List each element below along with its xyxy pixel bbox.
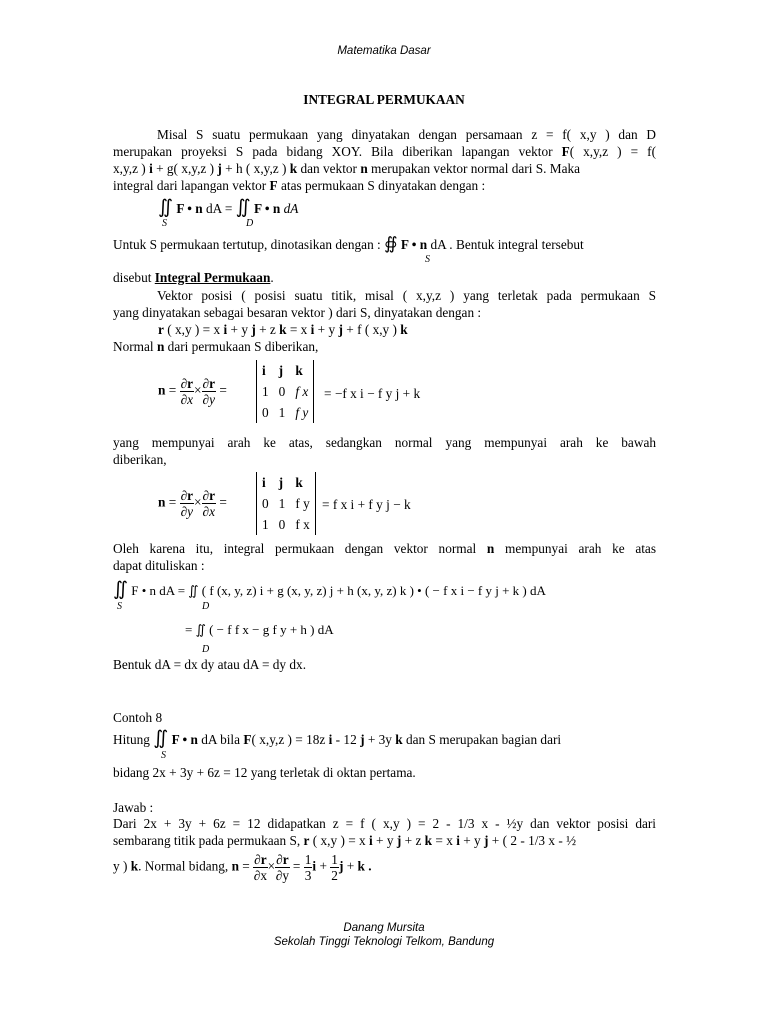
determinant-matrix: i j k 1 0 f x 0 1 f y	[256, 360, 314, 423]
paragraph-line: sembarang titik pada permukaan S, r ( x,y ) = x i + y j + z k = x i + y j + ( 2 - 1/3 x - ½	[113, 833, 577, 848]
integral-subscript: S	[425, 254, 430, 265]
term-integral-permukaan: Integral Permukaan	[154, 270, 271, 285]
integral-subscript: S	[162, 218, 167, 229]
paragraph-line: merupakan proyeksi S pada bidang XOY. Bila diberikan lapangan vektor F( x,y,z ) = f(	[113, 144, 657, 159]
downward-normal-cross-product: n = $\frac{\partial r}{\partial y}$ × $\frac{\partial r}{\partial x}$ =	[158, 488, 227, 519]
normal-cross-product: n = $\frac{\partial r}{\partial x}$ × $\frac{\partial r}{\partial y}$ =	[158, 376, 227, 407]
integral-subscript: D	[202, 644, 210, 655]
surface-integral-equation: ∬ F • n dA = ∬ F • n dA	[158, 197, 299, 218]
paragraph-line: Untuk S permukaan tertutup, dinotasikan dengan : ∯ F • n dA . Bentuk integral tersebut	[113, 234, 584, 253]
paragraph-line: Vektor posisi ( posisi suatu titik, misal ( x,y,z ) yang terletak pada permukaan S	[157, 288, 656, 303]
footer-institution: Sekolah Tinggi Teknologi Telkom, Bandung	[273, 936, 495, 948]
page-title: INTEGRAL PERMUKAAN	[303, 92, 465, 107]
paragraph-line: Normal n dari permukaan S diberikan,	[113, 339, 319, 354]
paragraph-line: diberikan,	[113, 452, 167, 467]
paragraph-line: dapat dituliskan :	[113, 558, 205, 573]
example-title: Contoh 8	[113, 710, 163, 725]
page-header: Matematika Dasar	[337, 45, 431, 57]
paragraph-line: yang mempunyai arah ke atas, sedangkan normal yang mempunyai arah ke bawah	[113, 435, 656, 450]
paragraph-line: disebut Integral Permukaan.	[113, 270, 274, 285]
surface-integral-simplified: = ∬ ( − f f x − g f y + h ) dA	[185, 622, 334, 637]
paragraph-line: yang dinyatakan sebagai besaran vektor ) dari S, dinyatakan dengan :	[113, 305, 482, 320]
paragraph-line: x,y,z ) i + g( x,y,z ) j + h ( x,y,z ) k dan vektor n merupakan vektor normal dari S. Maka	[113, 161, 581, 176]
integral-subscript: D	[246, 218, 254, 229]
integral-subscript: S	[161, 750, 166, 761]
integral-subscript: S	[117, 601, 122, 612]
position-vector-equation: r ( x,y ) = x i + y j + z k = x i + y j + f ( x,y ) k	[158, 322, 408, 337]
integral-subscript: D	[202, 601, 210, 612]
paragraph-line: bidang 2x + 3y + 6z = 12 yang terletak di oktan pertama.	[113, 765, 416, 780]
footer-author: Danang Mursita	[343, 922, 425, 934]
surface-integral-expansion: ∬ F • n dA = ∬ ( f (x, y, z) i + g (x, y, z) j + h (x, y, z) k ) • ( − f x i − f y j + k ) dA	[113, 579, 546, 600]
paragraph-line: Bentuk dA = dx dy atau dA = dy dx.	[113, 657, 307, 672]
answer-title: Jawab :	[113, 800, 154, 815]
determinant-matrix: i j k 0 1 f y 1 0 f x	[256, 472, 316, 535]
normal-result: = −f x i − f y j + k	[324, 386, 421, 401]
paragraph-line: Dari 2x + 3y + 6z = 12 didapatkan z = f ( x,y ) = 2 - 1/3 x - ½y dan vektor posisi dari	[113, 816, 656, 831]
normal-result: = f x i + f y j − k	[322, 497, 411, 512]
paragraph-line: Oleh karena itu, integral permukaan dengan vektor normal n mempunyai arah ke atas	[113, 541, 656, 556]
normal-plane-equation: y ) k. Normal bidang, n = $\frac{\partial r}{\partial x}$ × $\frac{\partial r}{\partial y}$ = $\frac{1}{3}$ i + $\frac{1}{2}$ j + k .	[113, 852, 372, 883]
paragraph-line: Misal S suatu permukaan yang dinyatakan dengan persamaan z = f( x,y ) dan D	[157, 127, 656, 142]
paragraph-line: integral dari lapangan vektor F atas permukaan S dinyatakan dengan :	[113, 178, 486, 193]
paragraph-line: Hitung ∬ F • n dA bila F( x,y,z ) = 18z i - 12 j + 3y k dan S merupakan bagian dari	[113, 728, 562, 749]
